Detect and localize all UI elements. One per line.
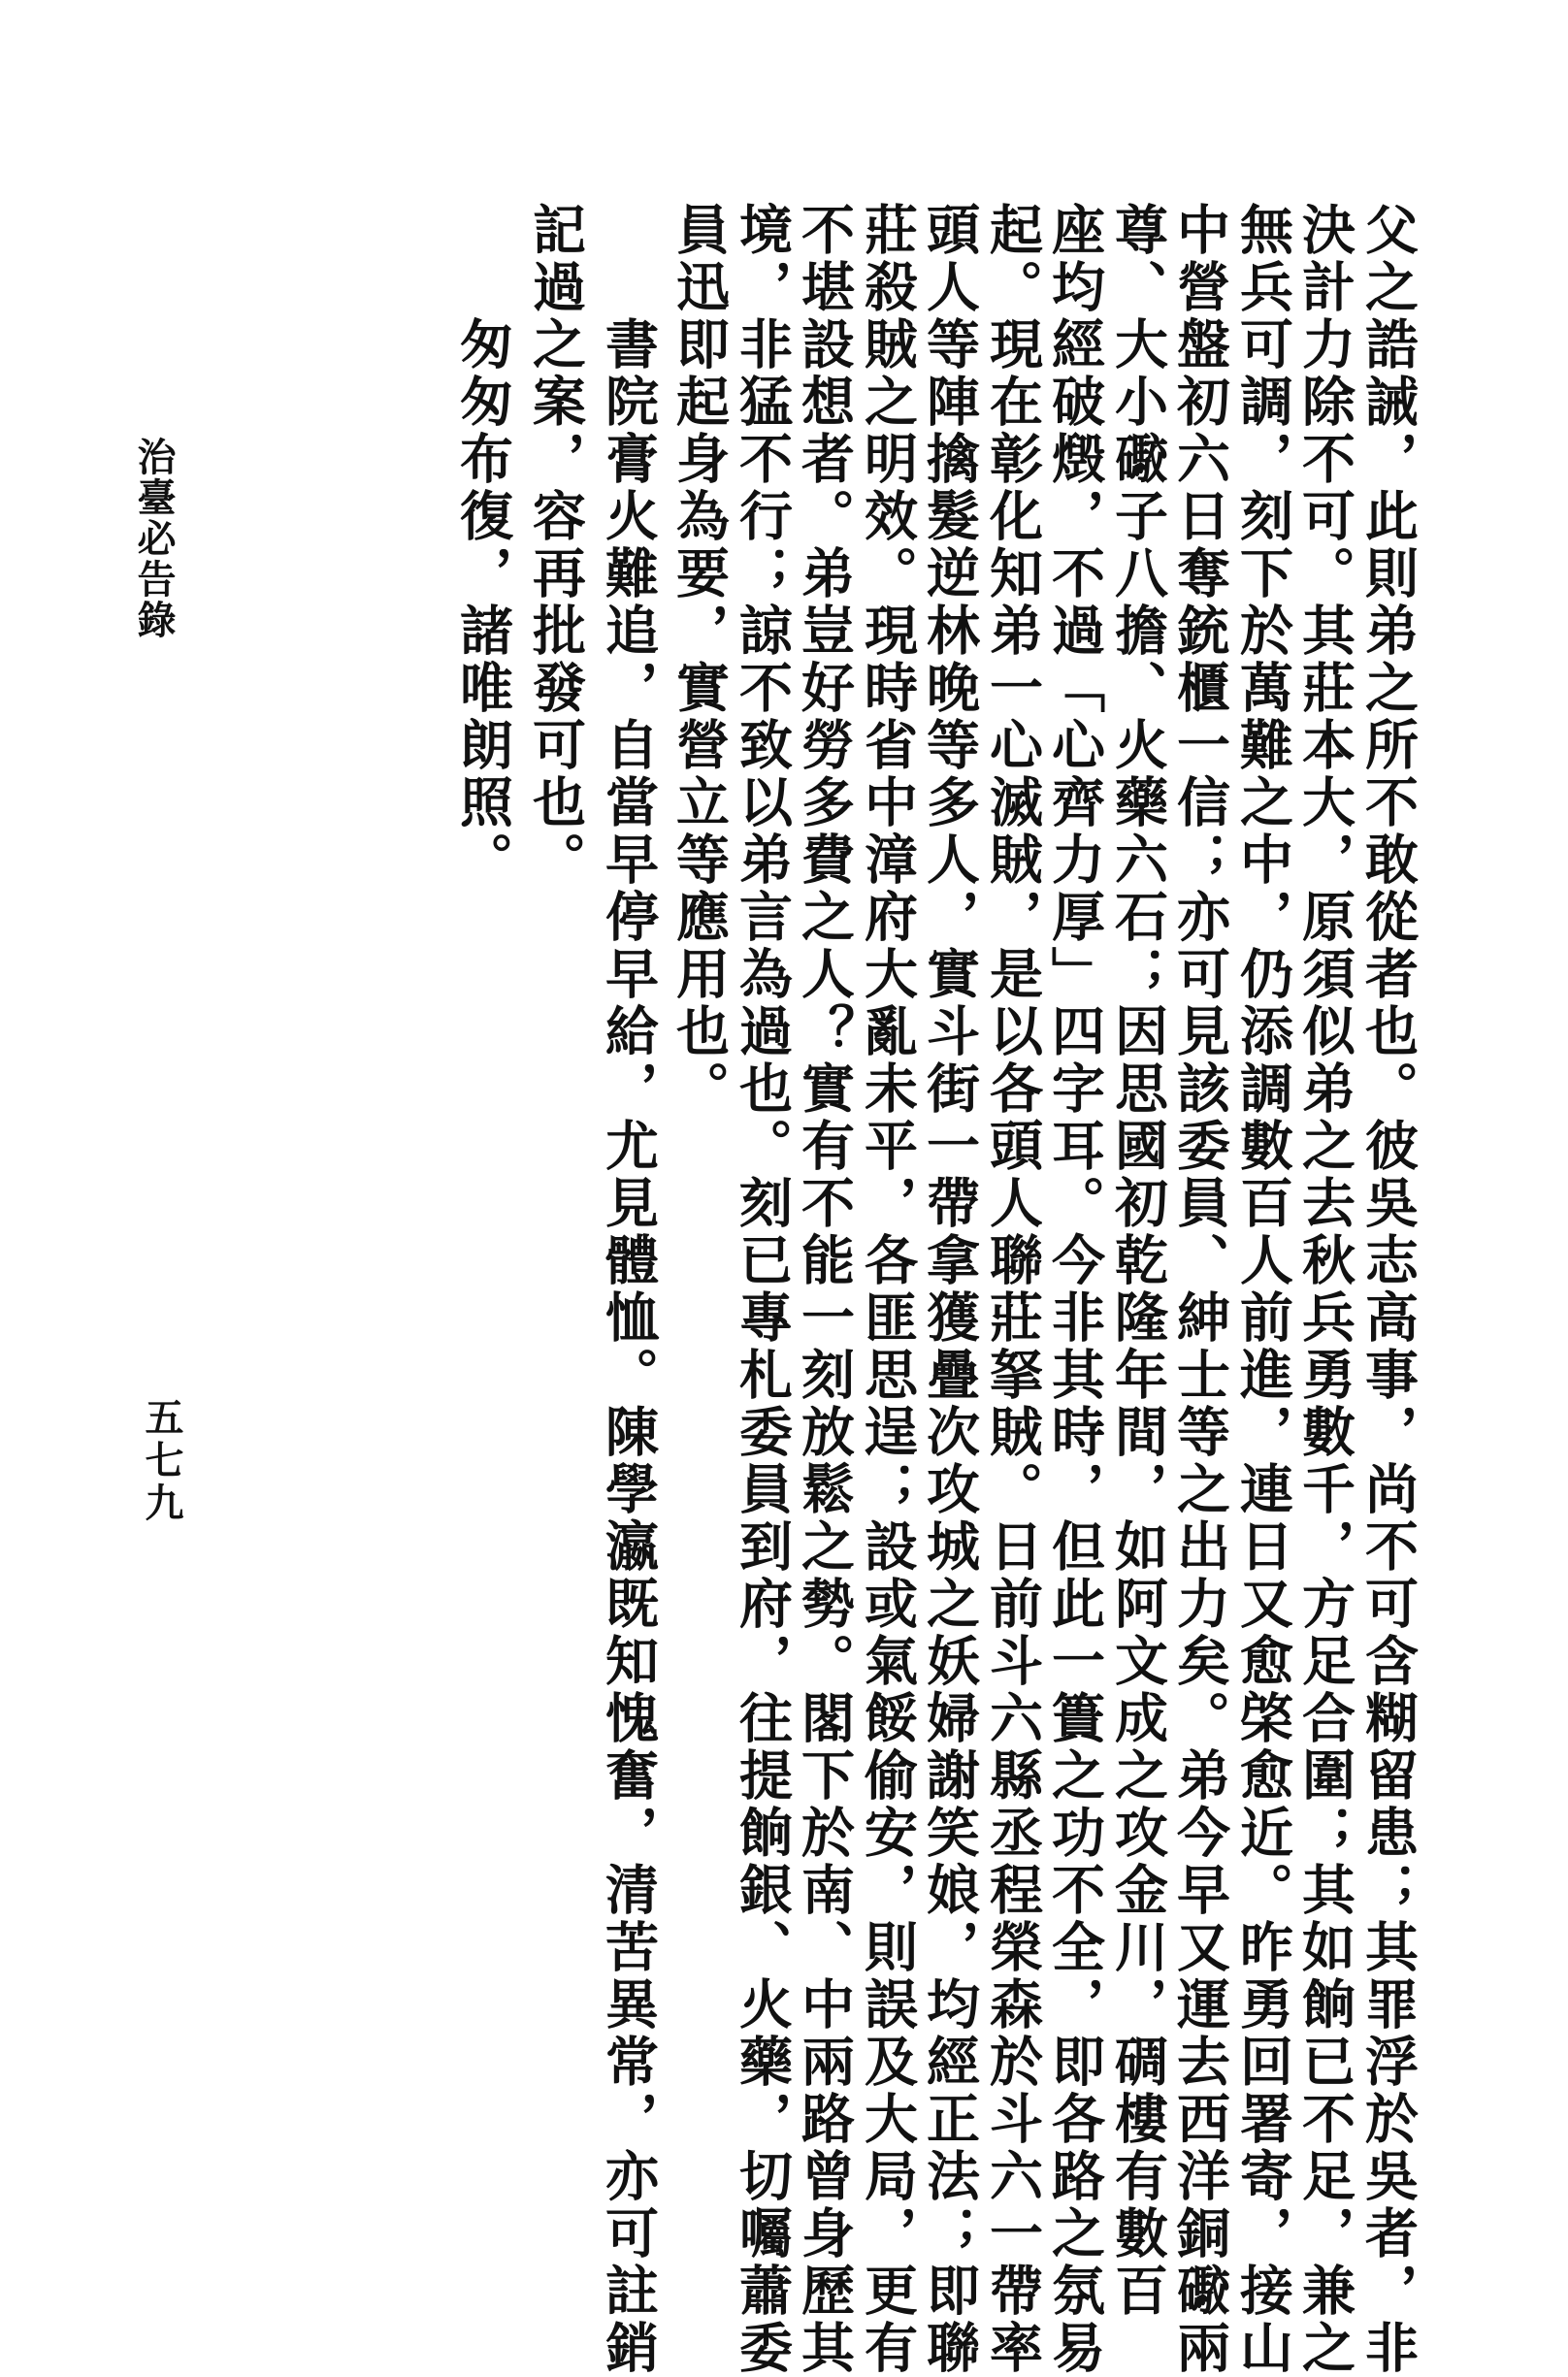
text-column: 無兵可調，刻下於萬難之中，仍添調數百人前進，連日又愈棨愈近。昨勇回署寄，接山 bbox=[1231, 202, 1294, 2377]
running-title: 治臺必告錄 bbox=[131, 437, 177, 640]
text-column: 境，非猛不行；諒不致以弟言為過也。刻已專札委員到府，往提餉銀、火藥，切囑蕭委 bbox=[731, 202, 794, 2377]
text-column: 員迅即起身為要，實營立等應用也。 bbox=[668, 202, 731, 1118]
text-column: 匆匆布復，諸唯朗照。 bbox=[451, 202, 514, 889]
text-column: 頭人等陣擒髮逆林晚等多人，實斗街一帶拿獲疊次攻城之妖婦謝笑娘，均經正法；即聯 bbox=[918, 202, 981, 2377]
text-column: 起。現在彰化知弟一心滅賊，是以各頭人聯莊拏賊。日前斗六縣丞程榮森於斗六一帶率 bbox=[981, 202, 1044, 2377]
text-column: 記過之案，容再批發可也。 bbox=[524, 202, 587, 889]
text-column: 中營盤初六日奪銃櫃一信；亦可見該委員、紳士等之出力矣。弟今早又運去西洋銅礮兩 bbox=[1168, 202, 1231, 2377]
text-column: 不堪設想者。弟豈好勞多費之人？實有不能一刻放鬆之勢。閣下於南、中兩路曾身歷其 bbox=[793, 202, 856, 2377]
text-column: 尊、大小礮子八擔、火藥六石；因思國初乾隆年間，如阿文成之攻金川，碉樓有數百 bbox=[1106, 202, 1169, 2320]
text-column: 決計力除不可。其莊本大，原須似弟之去秋兵勇數千，方足合圍；其如餉已不足，兼之 bbox=[1293, 202, 1356, 2377]
text-column: 座均經破燬，不過「心齊力厚」四字耳。今非其時，但此一簣之功不全，即各路之氛易 bbox=[1043, 202, 1106, 2377]
text-column: 父之誥誡，此則弟之所不敢從者也。彼吳志高事，尚不可含糊留患；其罪浮於吳者，非 bbox=[1356, 202, 1420, 2377]
text-column: 書院膏火難追，自當早停早給，尤見體恤。陳學瀛既知愧奮，清苦異常，亦可註銷 bbox=[597, 202, 660, 2377]
page-number: 五七九 bbox=[139, 1397, 184, 1525]
text-column: 莊殺賊之明效。現時省中漳府大亂未平，各匪思逞；設或氣餒偷安，則誤及大局，更有 bbox=[856, 202, 919, 2377]
